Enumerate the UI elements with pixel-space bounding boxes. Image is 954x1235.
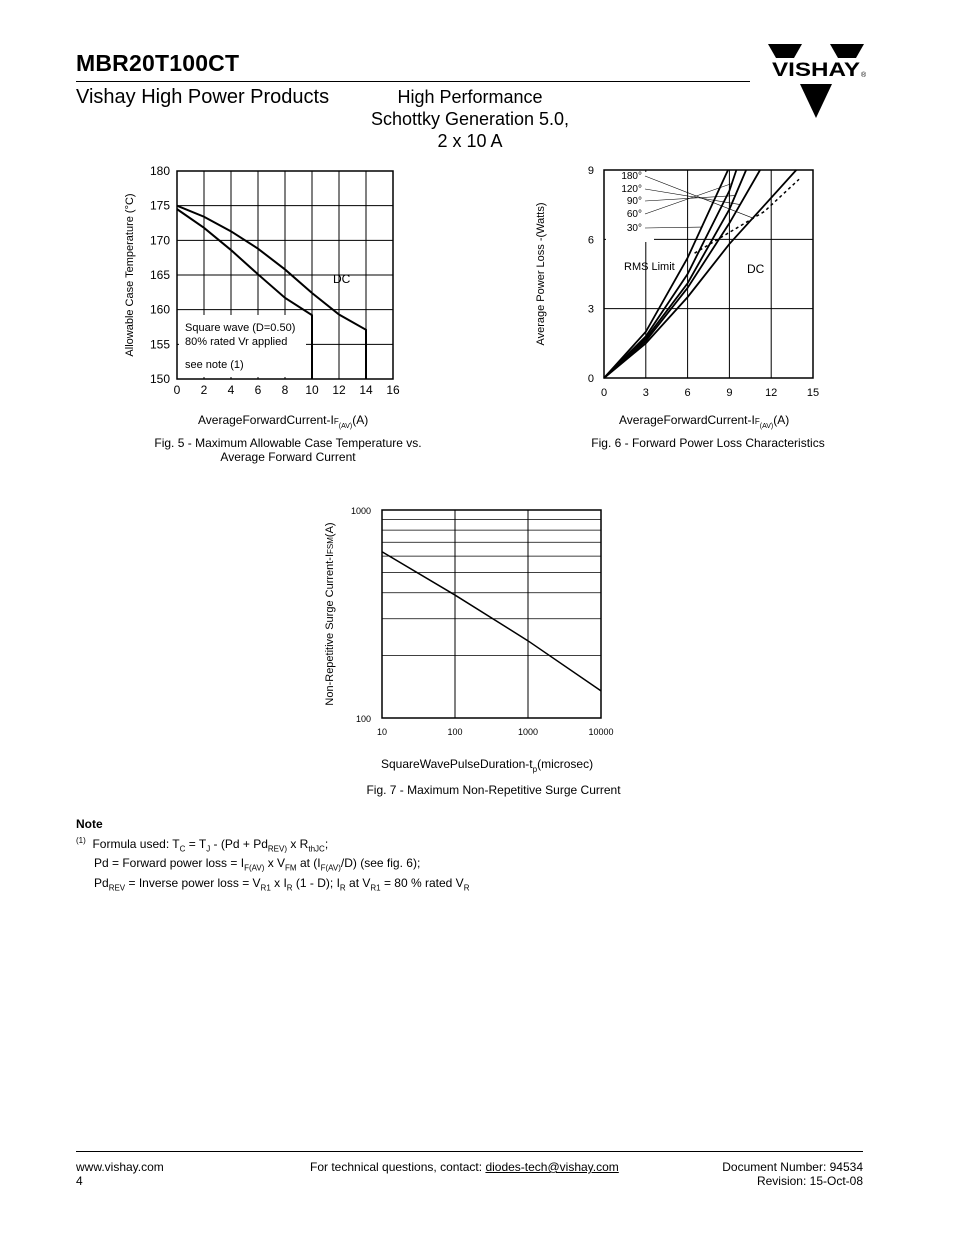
logo-registered-mark: ® — [861, 72, 866, 79]
fig6-x-tick-label: 6 — [684, 387, 691, 399]
header-rule — [76, 81, 750, 82]
fig6-y-tick-label: 6 — [587, 234, 594, 247]
logo-triangle — [800, 84, 832, 118]
fig7-x-axis-label-sub: p — [532, 765, 538, 774]
logo-right-wing — [830, 44, 864, 58]
fig7-y-tick-label: 1000 — [350, 506, 371, 516]
footer-contact — [310, 1160, 619, 1174]
product-desc-line: Schottky Generation 5.0, — [370, 109, 570, 129]
fig6-x-tick-label: 15 — [806, 387, 820, 399]
product-description — [355, 86, 585, 152]
fig7-y-tick-label: 100 — [355, 714, 371, 724]
fig7-x-tick-label: 1000 — [517, 727, 539, 737]
footer-revision: Revision: 15-Oct-08 — [756, 1174, 863, 1188]
fig6-y-tick-label: 3 — [587, 303, 594, 316]
note-line-1-text: Formula used: $T_C = T_J - (Pd + Pd_{REV)}$ x $R_{thJC}$; — [92, 837, 329, 854]
document-subtitle: Vishay High Power Products — [76, 86, 330, 108]
fig5-x-tick-label: 4 — [227, 383, 235, 397]
footer-contact-prefix: For technical questions, contact: — [310, 1160, 486, 1174]
fig5-x-axis-label-sub: F — [333, 417, 339, 426]
fig6-x-axis-label-sub: F — [754, 417, 760, 426]
footer-rule — [76, 1151, 863, 1152]
fig6-x-tick-label: 3 — [642, 387, 649, 399]
note-line-3-text: $Pd_{REV}$ = Inverse power loss = $V_{R1}$ x $I_R$ (1 - D); $I_R$ at $V_{R1} = 80$ % rated $V_R$ — [94, 875, 470, 893]
fig7-chart — [315, 500, 645, 780]
fig7-x-axis-label-main: SquareWavePulseDuration-t — [381, 757, 533, 771]
footer-right — [600, 1160, 863, 1188]
vishay-logo — [766, 44, 866, 120]
fig6-y-tick-label: 0 — [587, 373, 594, 385]
fig7-y-axis-label-unit: (A) — [324, 522, 336, 538]
fig5-x-axis-label-main: AverageForwardCurrent-I — [198, 413, 334, 427]
fig7-plot-frame — [382, 510, 601, 718]
fig6-caption: Fig. 6 - Forward Power Loss Characteristics — [591, 436, 825, 450]
fig6-angle-label: 60° — [626, 209, 642, 220]
fig7-x-tick-label: 100 — [447, 727, 463, 737]
fig6-angle-label: 30° — [626, 223, 642, 234]
fig6-angle-label: 90° — [626, 196, 642, 207]
fig5-x-axis-label — [198, 413, 368, 430]
fig6-x-tick-label: 12 — [765, 387, 778, 399]
fig5-annotation-dc: DC — [333, 272, 351, 286]
fig6-label-leader — [645, 184, 732, 214]
product-desc-line: High Performance — [397, 87, 543, 107]
note-line-2 — [76, 856, 469, 875]
fig5-x-tick-label: 2 — [200, 383, 208, 397]
fig7-x-axis-label — [381, 757, 593, 774]
fig7-y-axis-label — [324, 522, 336, 705]
fig5-annotation-rated: 80% rated Vr applied — [185, 336, 288, 348]
fig6-x-tick-label: 0 — [600, 387, 608, 399]
fig5-caption-line: Fig. 5 - Maximum Allowable Case Temperature vs. — [154, 436, 422, 450]
fig5-caption — [140, 436, 436, 464]
fig5-x-tick-label: 0 — [173, 383, 181, 397]
fig5-y-tick-label: 160 — [149, 302, 170, 317]
fig5-annotation-note: see note (1) — [185, 359, 244, 371]
fig6-x-axis-label-main: AverageForwardCurrent-I — [619, 413, 755, 427]
fig5-x-tick-label: 8 — [281, 383, 289, 397]
note-title: Note — [76, 817, 103, 831]
fig5-y-tick-label: 170 — [149, 233, 170, 248]
fig6-y-tick-label: 9 — [587, 165, 594, 177]
fig6-chart — [520, 158, 850, 433]
product-desc-line: 2 x 10 A — [437, 131, 503, 151]
fig5-y-axis-label: Allowable Case Temperature (°C) — [124, 193, 136, 357]
fig6-y-axis-label: Average Power Loss -(Watts) — [535, 202, 547, 346]
fig5-annotation-square: Square wave (D=0.50) — [185, 322, 296, 334]
note-marker: (1) — [76, 836, 86, 845]
fig5-x-tick-label: 6 — [254, 383, 262, 397]
logo-text: VISHAY — [772, 60, 861, 81]
fig6-x-axis-label — [619, 413, 789, 430]
fig5-x-tick-label: 14 — [359, 383, 373, 397]
fig5-x-tick-label: 16 — [386, 383, 400, 397]
fig5-chart — [110, 160, 420, 435]
footer-website-link[interactable]: www.vishay.com — [76, 1160, 164, 1174]
fig5-x-axis-label-sub2: (AV) — [338, 423, 353, 430]
fig6-annotation-dc: DC — [747, 262, 765, 276]
fig6-angle-label: 180° — [621, 171, 642, 182]
fig5-y-tick-label: 175 — [149, 198, 170, 213]
fig6-angle-label: 120° — [621, 184, 642, 195]
document-title: MBR20T100CT — [76, 50, 240, 76]
note-section — [76, 817, 469, 895]
fig7-caption: Fig. 7 - Maximum Non-Repetitive Surge Current — [366, 783, 621, 797]
fig7-x-axis-label-unit: (microsec) — [537, 757, 594, 771]
footer-contact-email-link[interactable]: diodes-tech@vishay.com — [485, 1160, 619, 1174]
logo-left-wing — [768, 44, 802, 58]
fig5-caption-line: Average Forward Current — [220, 450, 356, 464]
fig5-x-tick-label: 12 — [332, 383, 346, 397]
footer-left — [76, 1160, 164, 1188]
fig6-x-axis-label-sub2: (AV) — [759, 423, 774, 430]
footer-document-number: Document Number: 94534 — [722, 1160, 863, 1174]
fig7-y-axis-label-sub: FSM — [326, 537, 335, 554]
fig5-y-tick-label: 155 — [149, 337, 170, 352]
fig6-x-tick-label: 9 — [726, 387, 733, 399]
fig5-x-tick-label: 10 — [305, 383, 319, 397]
fig5-x-axis-label-unit: (A) — [352, 413, 369, 427]
note-line-3 — [76, 876, 469, 895]
fig5-y-tick-label: 180 — [149, 164, 170, 178]
note-line-1 — [76, 833, 469, 856]
fig7-x-tick-label: 10 — [376, 727, 388, 737]
note-line-2-text: Pd = Forward power loss = $I_{F(AV)}$ x $V_{FM}$ at $(I_{F(AV)}/D)$ (see fig. 6); — [94, 856, 421, 873]
fig6-x-axis-label-unit: (A) — [773, 413, 790, 427]
fig6-annotation-rms: RMS Limit — [624, 261, 675, 273]
fig7-y-axis-label-main: Non-Repetitive Surge Current-I — [324, 553, 336, 706]
fig5-y-tick-label: 150 — [149, 372, 170, 386]
fig5-y-tick-label: 165 — [149, 268, 170, 282]
fig6-label-leader — [645, 176, 753, 218]
fig7-x-tick-label: 10000 — [588, 727, 614, 737]
footer-page-number: 4 — [76, 1174, 83, 1188]
